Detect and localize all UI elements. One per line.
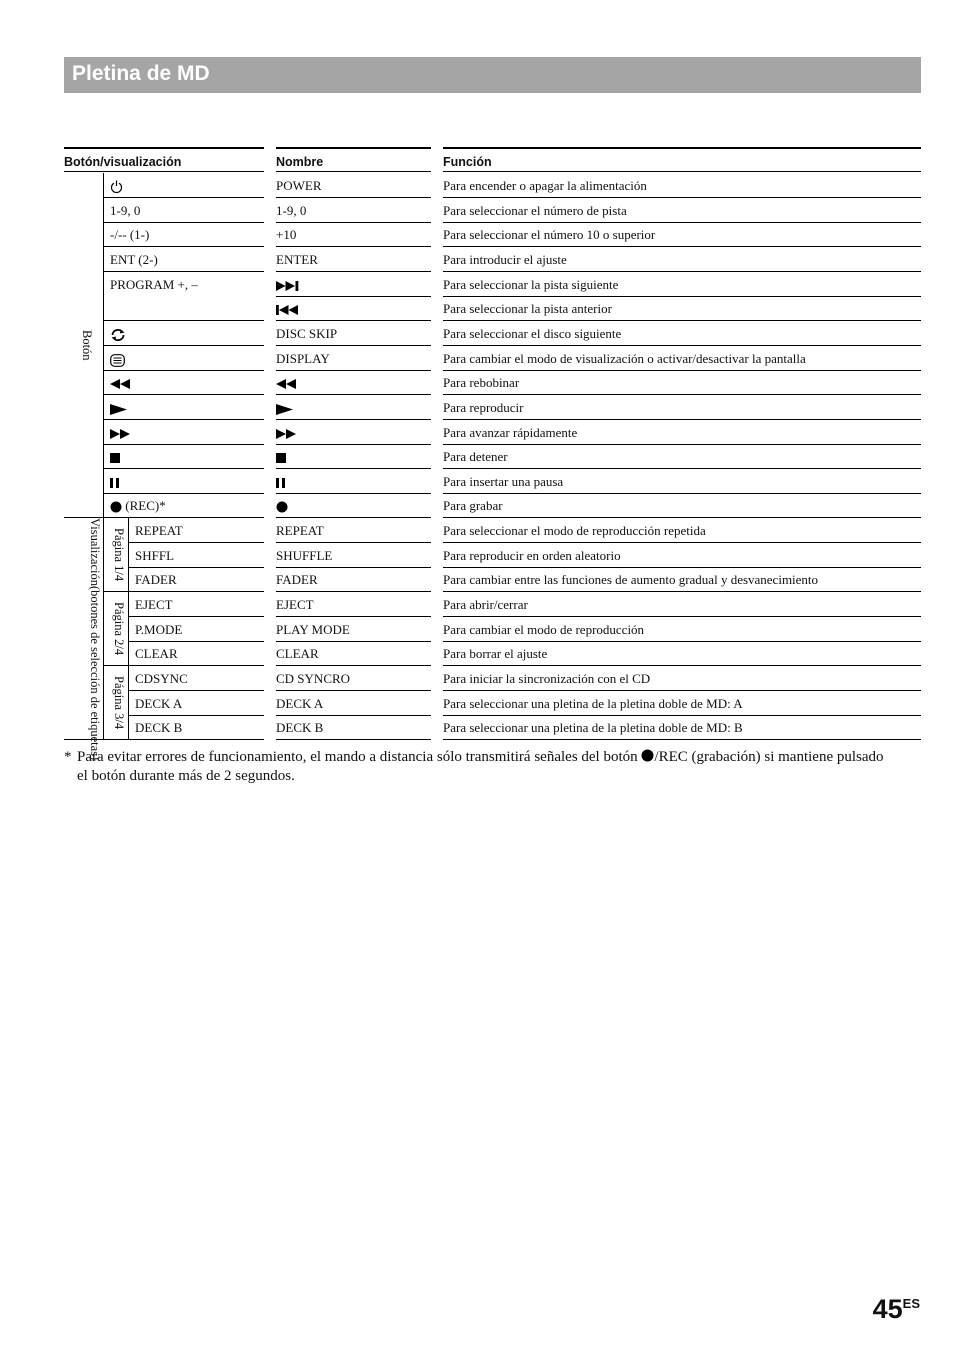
page-label-1: Página 1/4: [112, 527, 126, 582]
group-divider: [103, 173, 104, 740]
name-cell-text: +10: [276, 227, 297, 242]
function-cell: [443, 715, 921, 740]
function-cell-text: Para seleccionar el número de pista: [443, 203, 627, 218]
function-cell-text: Para seleccionar el disco siguiente: [443, 326, 622, 341]
button-cell-text: ENT (2-): [110, 252, 158, 267]
footnote-text-after: /REC (grabación) si mantiene pulsado el botón durante más de 2 segundos.: [77, 749, 884, 784]
button-cell-text: CDSYNC: [135, 671, 188, 686]
button-cell: [104, 321, 264, 346]
function-cell-text: Para reproducir: [443, 400, 524, 415]
play-icon: [110, 404, 128, 415]
name-cell: [276, 247, 431, 272]
function-cell: [443, 247, 921, 272]
disc-skip-icon: [110, 328, 126, 342]
footnote-text-before: Para evitar errores de funcionamiento, el mando a distancia sólo transmitirá señales del botón: [77, 749, 642, 765]
rewind-icon: [110, 379, 131, 389]
button-cell: [129, 592, 264, 617]
page-language: ES: [902, 1296, 920, 1311]
function-cell-text: Para reproducir en orden aleatorio: [443, 548, 621, 563]
button-cell-text: DECK A: [135, 696, 183, 711]
header-function-column: [443, 147, 921, 172]
power-icon: [110, 180, 123, 194]
button-cell: [129, 641, 264, 666]
name-cell: [276, 617, 431, 642]
previous-track-icon: [276, 305, 300, 315]
button-cell-text: FADER: [135, 572, 177, 587]
name-cell-text: 1-9, 0: [276, 203, 307, 218]
function-cell: [443, 666, 921, 691]
button-cell: [104, 493, 264, 518]
button-cell-text: 1-9, 0: [110, 203, 141, 218]
function-cell-text: Para grabar: [443, 498, 503, 513]
next-track-icon: [276, 281, 300, 291]
display-icon: [110, 354, 125, 367]
footnote-mark: *: [64, 749, 72, 765]
function-cell: [443, 272, 921, 297]
button-cell: [104, 198, 264, 223]
name-cell-text: CLEAR: [276, 646, 319, 661]
function-cell: [443, 641, 921, 666]
button-cell: [129, 715, 264, 740]
section-title-bar: [64, 57, 921, 93]
button-cell: [104, 370, 264, 395]
group-label-visualizacion-line1: Visualización: [88, 518, 102, 586]
name-cell: [276, 321, 431, 346]
stop-icon: [110, 453, 120, 463]
button-cell-text: -/-- (1-): [110, 227, 150, 242]
name-cell-text: PLAY MODE: [276, 622, 350, 637]
name-cell: [276, 296, 431, 321]
name-cell: [276, 272, 431, 297]
function-cell-text: Para seleccionar una pletina de la pletina doble de MD: A: [443, 696, 743, 711]
header-button-label: Botón/visualización: [64, 155, 182, 169]
name-cell: [276, 715, 431, 740]
function-cell: [443, 198, 921, 223]
function-cell: [443, 493, 921, 518]
name-cell-text: EJECT: [276, 597, 314, 612]
button-cell: [104, 222, 264, 247]
name-cell-text: DECK A: [276, 696, 324, 711]
name-cell: [276, 641, 431, 666]
button-cell: [129, 691, 264, 716]
button-cell-text: PROGRAM +, –: [110, 277, 198, 292]
button-cell-text: CLEAR: [135, 646, 178, 661]
button-cell: [129, 617, 264, 642]
function-cell-text: Para cambiar el modo de visualización o activar/desactivar la pantalla: [443, 351, 806, 366]
function-cell: [443, 617, 921, 642]
fast-forward-icon: [110, 429, 131, 439]
button-cell: [104, 346, 264, 371]
function-cell: [443, 691, 921, 716]
name-cell: [276, 691, 431, 716]
function-cell: [443, 173, 921, 198]
page-label-2: Página 2/4: [112, 601, 126, 656]
function-cell-text: Para cambiar entre las funciones de aumento gradual y desvanecimiento: [443, 572, 819, 587]
group-label-visualizacion-line2: (botones de selección de etiquetas): [88, 585, 102, 761]
button-cell: [129, 543, 264, 568]
function-cell: [443, 370, 921, 395]
group-label-boton: Botón: [80, 329, 94, 361]
name-cell: [276, 444, 431, 469]
button-cell: [129, 567, 264, 592]
button-cell: [129, 518, 264, 543]
name-cell: [276, 493, 431, 518]
function-cell-text: Para detener: [443, 449, 508, 464]
function-cell: [443, 321, 921, 346]
fast-forward-icon: [276, 429, 297, 439]
pause-icon: [110, 478, 119, 488]
button-cell-text: EJECT: [135, 597, 173, 612]
name-cell: [276, 543, 431, 568]
rewind-icon: [276, 379, 297, 389]
name-cell-text: SHUFFLE: [276, 548, 333, 563]
function-cell: [443, 518, 921, 543]
function-cell: [443, 420, 921, 445]
name-cell: [276, 198, 431, 223]
record-icon: [641, 749, 654, 762]
function-cell: [443, 395, 921, 420]
function-cell-text: Para cambiar el modo de reproducción: [443, 622, 645, 637]
function-cell: [443, 469, 921, 494]
name-cell-text: ENTER: [276, 252, 318, 267]
header-name-column: [276, 147, 431, 172]
function-cell-text: Para seleccionar el modo de reproducción repetida: [443, 523, 706, 538]
pause-icon: [276, 478, 285, 488]
name-cell: [276, 222, 431, 247]
name-cell: [276, 395, 431, 420]
name-cell: [276, 173, 431, 198]
section-title: Pletina de MD: [72, 62, 210, 85]
button-cell-text: (REC)*: [125, 498, 166, 513]
record-icon: [110, 501, 122, 513]
button-cell: [104, 173, 264, 198]
function-cell: [443, 222, 921, 247]
name-cell: [276, 370, 431, 395]
function-cell-text: Para iniciar la sincronización con el CD: [443, 671, 651, 686]
page-divider: [128, 518, 129, 740]
header-button-column: [64, 147, 264, 172]
function-cell-text: Para encender o apagar la alimentación: [443, 178, 647, 193]
button-cell: [104, 296, 264, 321]
function-cell-text: Para avanzar rápidamente: [443, 425, 578, 440]
button-cell: [129, 666, 264, 691]
function-cell: [443, 346, 921, 371]
function-cell: [443, 592, 921, 617]
header-name-label: Nombre: [276, 155, 324, 169]
stop-icon: [276, 453, 286, 463]
function-cell-text: Para introducir el ajuste: [443, 252, 567, 267]
name-cell: [276, 567, 431, 592]
button-cell: [104, 469, 264, 494]
group-label-visualizacion: [64, 518, 102, 761]
button-cell-text: P.MODE: [135, 622, 183, 637]
button-cell: [104, 247, 264, 272]
function-cell-text: Para rebobinar: [443, 375, 520, 390]
name-cell-text: DECK B: [276, 720, 324, 735]
function-cell-text: Para abrir/cerrar: [443, 597, 528, 612]
name-cell-text: CD SYNCRO: [276, 671, 351, 686]
name-cell: [276, 518, 431, 543]
name-cell-text: FADER: [276, 572, 318, 587]
button-cell: [104, 395, 264, 420]
play-icon: [276, 404, 294, 415]
function-cell-text: Para insertar una pausa: [443, 474, 564, 489]
page-label-3: Página 3/4: [112, 675, 126, 730]
name-cell: [276, 420, 431, 445]
function-cell-text: Para seleccionar la pista siguiente: [443, 277, 619, 292]
record-icon: [276, 501, 288, 513]
function-cell: [443, 444, 921, 469]
name-cell-text: DISPLAY: [276, 351, 330, 366]
header-function-label: Función: [443, 155, 492, 169]
button-cell: [104, 444, 264, 469]
button-cell-text: REPEAT: [135, 523, 183, 538]
button-cell-text: DECK B: [135, 720, 183, 735]
name-cell: [276, 469, 431, 494]
button-cell: [104, 420, 264, 445]
name-cell: [276, 592, 431, 617]
button-cell-text: SHFFL: [135, 548, 175, 563]
footnote: [64, 748, 894, 785]
name-cell-text: DISC SKIP: [276, 326, 338, 341]
name-cell-text: POWER: [276, 178, 322, 193]
function-cell-text: Para borrar el ajuste: [443, 646, 548, 661]
function-cell-text: Para seleccionar el número 10 o superior: [443, 227, 656, 242]
name-cell: [276, 346, 431, 371]
function-cell: [443, 296, 921, 321]
name-cell-text: REPEAT: [276, 523, 324, 538]
button-cell: [104, 272, 264, 297]
function-cell-text: Para seleccionar una pletina de la pletina doble de MD: B: [443, 720, 743, 735]
name-cell: [276, 666, 431, 691]
function-cell: [443, 567, 921, 592]
function-cell: [443, 543, 921, 568]
function-cell-text: Para seleccionar la pista anterior: [443, 301, 612, 316]
page-number-value: 45: [872, 1294, 903, 1324]
page-number: [873, 1294, 920, 1325]
